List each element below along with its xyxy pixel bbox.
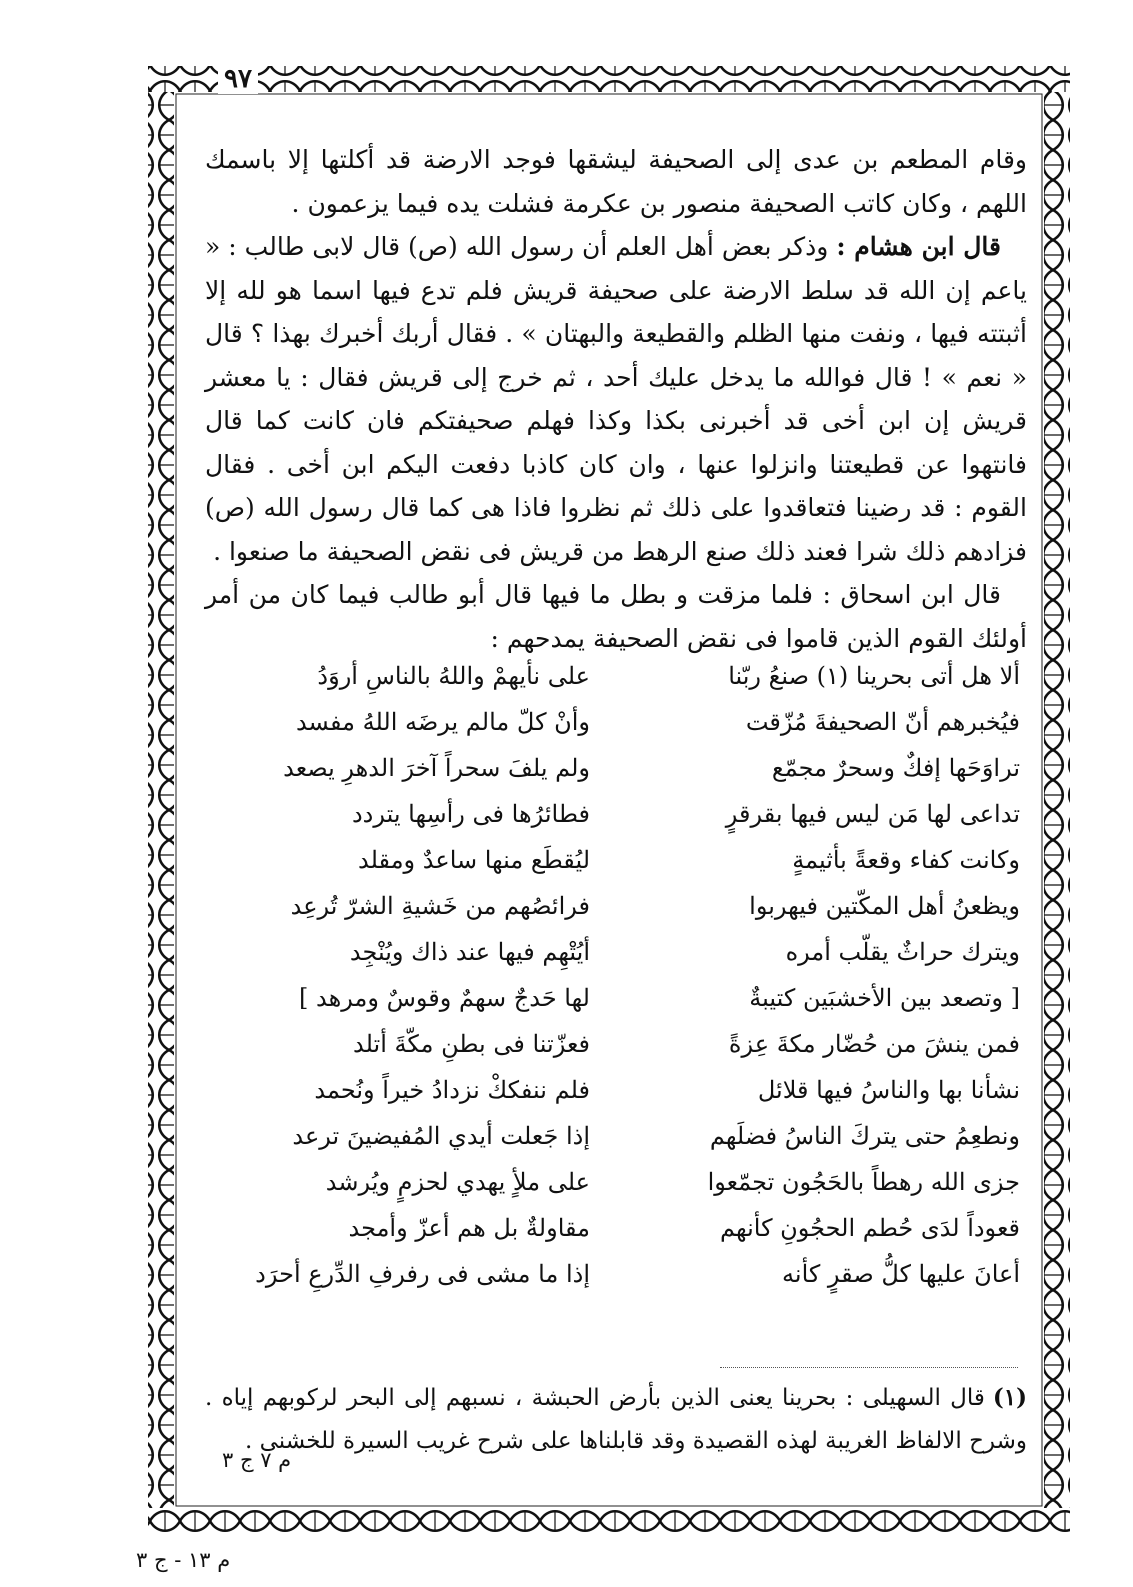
main-text xyxy=(205,138,1027,660)
hemistich-first: تراوَحَها إفكٌ وسحرٌ مجمّع xyxy=(771,754,1020,782)
hemistich-second: فطائرُها فى رأسِها يتردد xyxy=(351,800,590,828)
hemistich-first: فيُخبرهم أنّ الصحيفةَ مُزّقت xyxy=(745,708,1020,736)
verse xyxy=(230,1260,1020,1306)
paragraph-text: وذكر بعض أهل العلم أن رسول الله (ص) قال لابى طالب : « ياعم إن الله قد سلط الارضة على صحيفة قريش فلم تدع فيها اسما هو لله إلا أثبتته فيها ، ونفت منها الظلم والقطيعة والبهتان » . فقال أربك أخبرك بهذا ؟ قال « نعم » ! قال فوالله ما يدخل عليك أحد ، ثم خرج إلى قريش فقال : يا معشر قريش إن ابن أخى قد أخبرنى بكذا وكذا فهلم صحيفتكم فان كانت كما قال فانتهوا عن قطيعتنا وانزلوا عنها ، وان كان كاذبا دفعت اليكم ابن أخى . فقال القوم : قد رضينا فتعاقدوا على ذلك ثم نظروا فاذا هى كما قال رسول الله (ص) فزادهم ذلك شرا فعند ذلك صنع الرهط من قريش فى نقض الصحيفة ما صنعوا . xyxy=(205,232,1027,566)
hemistich-first: قعوداً لدَى حُطم الحجُونِ كأنهم xyxy=(720,1214,1020,1242)
verse xyxy=(230,1076,1020,1122)
verse xyxy=(230,1168,1020,1214)
hemistich-second: مقاولةٌ بل هم أعزّ وأمجد xyxy=(348,1214,590,1242)
verse xyxy=(230,800,1020,846)
verse xyxy=(230,754,1020,800)
hemistich-first: جزى الله رهطاً بالحَجُون تجمّعوا xyxy=(707,1168,1020,1196)
verse xyxy=(230,1030,1020,1076)
hemistich-second: على ملأٍ يهدي لحزمٍ ويُرشد xyxy=(325,1168,590,1196)
hemistich-second: فرائصُهم من خَشيةِ الشرّ تُرعِد xyxy=(290,892,590,920)
hemistich-second: وأنْ كلّ مالم يرضَه اللهُ مفسد xyxy=(295,708,590,736)
hemistich-first: [ وتصعد بين الأخشبَين كتيبةٌ xyxy=(749,984,1020,1012)
footnote-mark: (١) xyxy=(992,1384,1027,1411)
verse xyxy=(230,984,1020,1030)
hemistich-first: ويترك حراثٌ يقلّب أمره xyxy=(785,938,1020,966)
hemistich-first: ونطعِمُ حتى يتركَ الناسُ فضلَهم xyxy=(709,1122,1020,1150)
paragraph-text: وقام المطعم بن عدى إلى الصحيفة ليشقها فوجد الارضة قد أكلتها إلا باسمك اللهم ، وكان كاتب الصحيفة منصور بن عكرمة فشلت يده فيما يزعمون . xyxy=(205,145,1027,218)
hemistich-second: ليُقطَع منها ساعدٌ ومقلد xyxy=(358,846,590,874)
hemistich-first: ألا هل أتى بحرينا (١) صنعُ ربّنا xyxy=(728,662,1020,690)
paragraph-lead: قال ابن هشام : xyxy=(836,232,1001,261)
hemistich-second: إذا جَعلت أيدي المُفيضينَ ترعد xyxy=(292,1122,590,1150)
hemistich-first: أعانَ عليها كلُّ صقرٍ كأنه xyxy=(782,1260,1020,1288)
verse xyxy=(230,662,1020,708)
hemistich-second: لها حَدجٌ سهمٌ وقوسٌ ومرهد ] xyxy=(299,984,590,1012)
signature-mark: م ٧ ج ٣ xyxy=(222,1448,292,1472)
hemistich-second: على نأيهمْ واللهُ بالناسِ أروَدُ xyxy=(317,662,590,690)
paragraph xyxy=(205,225,1027,573)
footnote-text: قال السهيلى : بحرينا يعنى الذين بأرض الحبشة ، نسبهم إلى البحر لركوبهم إياه . وشرح الالفاظ الغريبة لهذه القصيدة وقد قابلناها على شرح غريب السيرة للخشنى . xyxy=(205,1385,1027,1454)
verse xyxy=(230,1214,1020,1260)
hemistich-second: إذا ما مشى فى رفرفِ الدِّرعِ أحرَد xyxy=(255,1260,590,1288)
verse xyxy=(230,1122,1020,1168)
hemistich-first: فمن ينشَ من حُضّار مكةَ عِزةً xyxy=(728,1030,1020,1058)
paragraph xyxy=(205,138,1027,225)
page-number: ٩٧ xyxy=(218,64,258,94)
hemistich-first: وكانت كفاء وقعةً بأثيمةٍ xyxy=(792,846,1020,874)
bottom-mark: م ١٣ - ج ٣ xyxy=(136,1548,231,1572)
hemistich-first: نشأنا بها والناسُ فيها قلائل xyxy=(757,1076,1020,1104)
poem xyxy=(230,662,1020,1306)
footnote-rule xyxy=(720,1367,1018,1368)
hemistich-second: فعزّتنا فى بطنِ مكّةَ أتلد xyxy=(352,1030,590,1058)
footnote xyxy=(205,1376,1027,1463)
hemistich-first: ويظعنُ أهل المكّتين فيهربوا xyxy=(749,892,1020,920)
hemistich-second: ولم يلفَ سحراً آخرَ الدهرِ يصعد xyxy=(283,754,590,782)
verse xyxy=(230,846,1020,892)
hemistich-second: أيُتْهِم فيها عند ذاك ويُنْجِد xyxy=(349,938,590,966)
hemistich-second: فلم ننفككْ نزدادُ خيراً ونُحمد xyxy=(314,1076,590,1104)
paragraph xyxy=(205,573,1027,660)
verse xyxy=(230,892,1020,938)
paragraph-text: قال ابن اسحاق : فلما مزقت و بطل ما فيها قال أبو طالب فيما كان من أمر أولئك القوم الذين قاموا فى نقض الصحيفة يمدحهم : xyxy=(205,580,1027,653)
verse xyxy=(230,708,1020,754)
hemistich-first: تداعى لها مَن ليس فيها بقرقرٍ xyxy=(725,800,1020,828)
verse xyxy=(230,938,1020,984)
